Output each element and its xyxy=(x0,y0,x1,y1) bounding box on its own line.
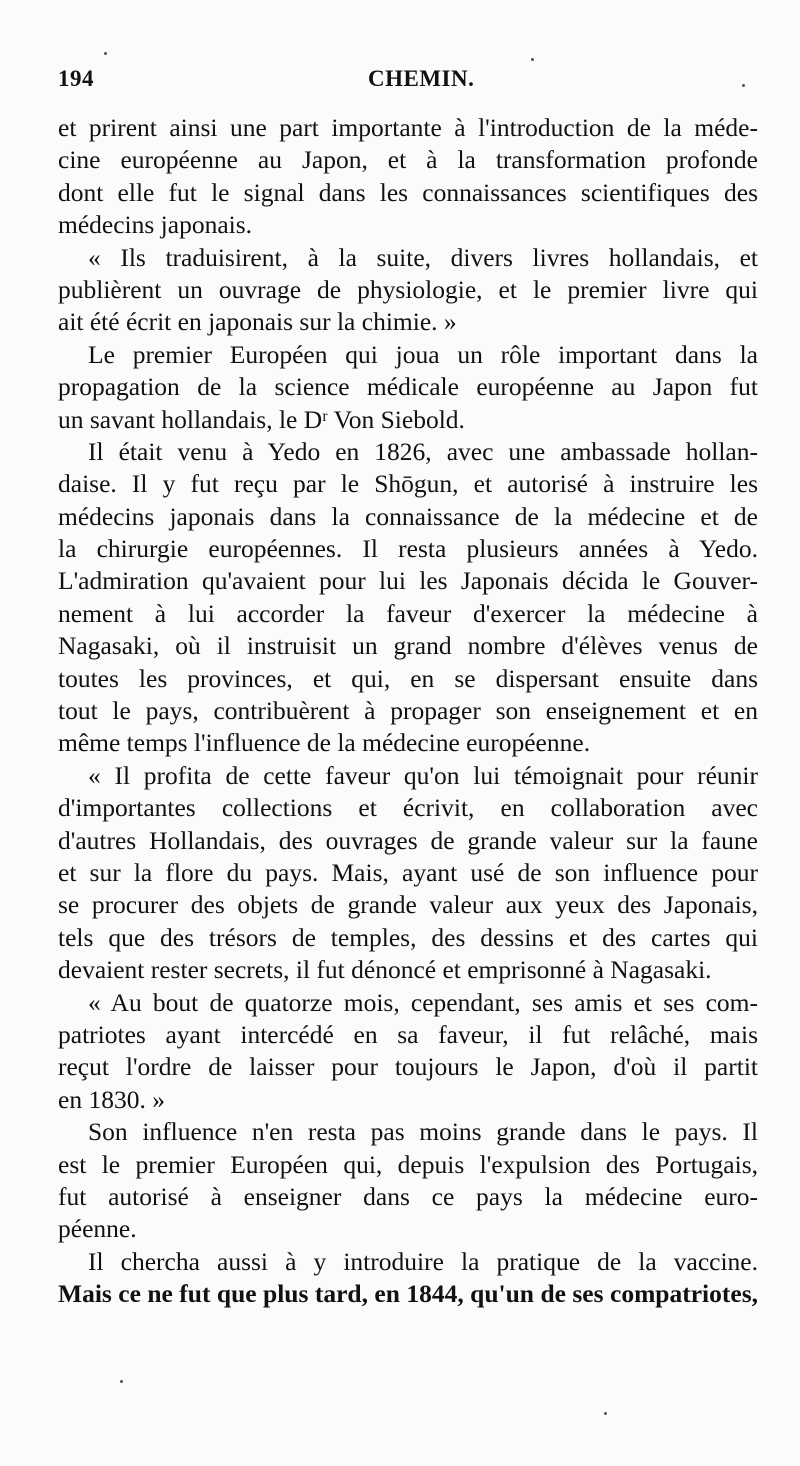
text-line: péenne. xyxy=(58,1214,137,1244)
text-line: ait été écrit en japonais sur la chimie. » xyxy=(58,307,457,337)
text-line: la chirurgie européennes. Il resta plusieurs années à Yedo. xyxy=(58,534,758,564)
text-line: tels que des trésors de temples, des dessins et des cartes qui xyxy=(58,922,758,952)
text-line: un savant hollandais, le Dʳ Von Siebold. xyxy=(58,404,465,434)
text-line: Il était venu à Yedo en 1826, avec une ambassade hollan- xyxy=(88,436,758,466)
text-line: Le premier Européen qui joua un rôle important dans la xyxy=(88,339,758,369)
text-line: Mais ce ne fut que plus tard, en 1844, qu'un de ses compatriotes, xyxy=(58,1279,758,1309)
text-line: patriotes ayant intercédé en sa faveur, il fut relâché, mais xyxy=(58,1019,758,1049)
text-line: Il chercha aussi à y introduire la pratique de la vaccine. xyxy=(88,1246,758,1276)
running-head xyxy=(58,66,748,102)
scan-speck xyxy=(120,1380,123,1383)
text-line: reçut l'ordre de laisser pour toujours le Japon, d'où il partit xyxy=(58,1052,758,1082)
scan-speck xyxy=(104,52,107,55)
scan-speck xyxy=(604,1412,607,1415)
text-line: « Ils traduisirent, à la suite, divers livres hollandais, et xyxy=(88,242,758,272)
text-line: devaient rester secrets, il fut dénoncé et emprisonné à Nagasaki. xyxy=(58,955,712,985)
text-line: « Il profita de cette faveur qu'on lui témoignait pour réunir xyxy=(88,760,758,790)
text-line: daise. Il y fut reçu par le Shōgun, et autorisé à instruire les xyxy=(58,469,758,499)
text-line: publièrent un ouvrage de physiologie, et le premier livre qui xyxy=(58,274,758,304)
text-line: nement à lui accorder la faveur d'exercer la médecine à xyxy=(58,598,758,628)
text-line: médecins japonais. xyxy=(58,210,253,240)
text-line: tout le pays, contribuèrent à propager son enseignement et en xyxy=(58,696,758,726)
text-line: propagation de la science médicale européenne au Japon fut xyxy=(58,372,758,402)
scan-speck xyxy=(531,58,534,61)
body-text xyxy=(58,112,758,1310)
text-line: en 1830. » xyxy=(58,1084,165,1114)
text-line: « Au bout de quatorze mois, cependant, ses amis et ses com- xyxy=(88,987,758,1017)
text-line: et prirent ainsi une part importante à l'introduction de la méde- xyxy=(58,113,758,142)
scan-speck xyxy=(742,84,745,87)
text-line: L'admiration qu'avaient pour lui les Japonais décida le Gouver- xyxy=(58,566,758,596)
text-line: médecins japonais dans la connaissance de la médecine et de xyxy=(58,501,758,531)
text-line: Nagasaki, où il instruisit un grand nombre d'élèves venus de xyxy=(58,631,758,661)
text-line: d'importantes collections et écrivit, en collaboration avec xyxy=(58,793,758,823)
running-title: CHEMIN. xyxy=(368,66,475,91)
text-line: d'autres Hollandais, des ouvrages de grande valeur sur la faune xyxy=(58,825,758,855)
text-line: toutes les provinces, et qui, en se dispersant ensuite dans xyxy=(58,663,758,693)
text-line: et sur la flore du pays. Mais, ayant usé de son influence pour xyxy=(58,857,758,887)
text-line: est le premier Européen qui, depuis l'expulsion des Portugais, xyxy=(58,1149,758,1179)
text-line: dont elle fut le signal dans les connaissances scientifiques des xyxy=(58,177,758,207)
text-line: Son influence n'en resta pas moins grande dans le pays. Il xyxy=(88,1117,758,1147)
text-line: cine européenne au Japon, et à la transformation profonde xyxy=(58,145,758,175)
text-line: même temps l'influence de la médecine européenne. xyxy=(58,728,591,758)
text-line: fut autorisé à enseigner dans ce pays la médecine euro- xyxy=(58,1181,758,1211)
text-line: se procurer des objets de grande valeur aux yeux des Japonais, xyxy=(58,890,758,920)
page-number: 194 xyxy=(58,66,94,91)
